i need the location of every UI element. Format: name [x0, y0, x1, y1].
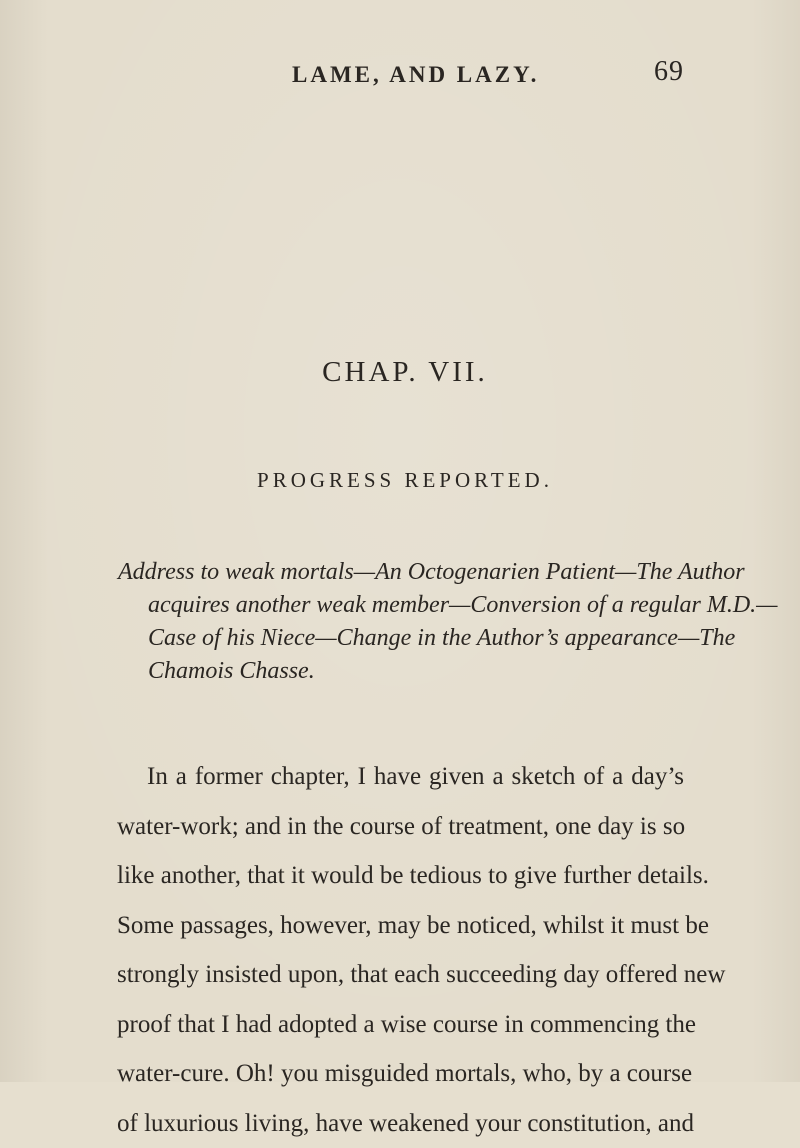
body-line: Some passages, however, may be noticed, whilst it must be	[117, 901, 684, 951]
chapter-subtitle: PROGRESS REPORTED.	[0, 468, 800, 493]
synopsis-line: Chamois Chasse.	[118, 655, 684, 688]
synopsis-line: Case of his Niece—Change in the Author’s appearance—The	[118, 622, 684, 655]
synopsis-line: Address to weak mortals—An Octogenarien Patient—The Author	[118, 556, 684, 589]
body-line: water-cure. Oh! you misguided mortals, who, by a course	[117, 1049, 684, 1099]
running-head: LAME, AND LAZY.	[292, 62, 539, 88]
body-line: strongly insisted upon, that each succeeding day offered new	[117, 950, 684, 1000]
body-paragraph	[117, 752, 684, 1148]
chapter-synopsis	[118, 556, 684, 688]
body-line: water-work; and in the course of treatment, one day is so	[117, 802, 684, 852]
synopsis-line: acquires another weak member—Conversion of a regular M.D.—	[118, 589, 684, 622]
page-number: 69	[654, 56, 684, 88]
body-line: proof that I had adopted a wise course in commencing the	[117, 1000, 684, 1050]
chapter-title: CHAP. VII.	[0, 356, 800, 389]
body-line: In a former chapter, I have given a sketch of a day’s	[117, 752, 684, 802]
body-line: of luxurious living, have weakened your constitution, and	[117, 1099, 684, 1148]
body-line: like another, that it would be tedious to give further details.	[117, 851, 684, 901]
